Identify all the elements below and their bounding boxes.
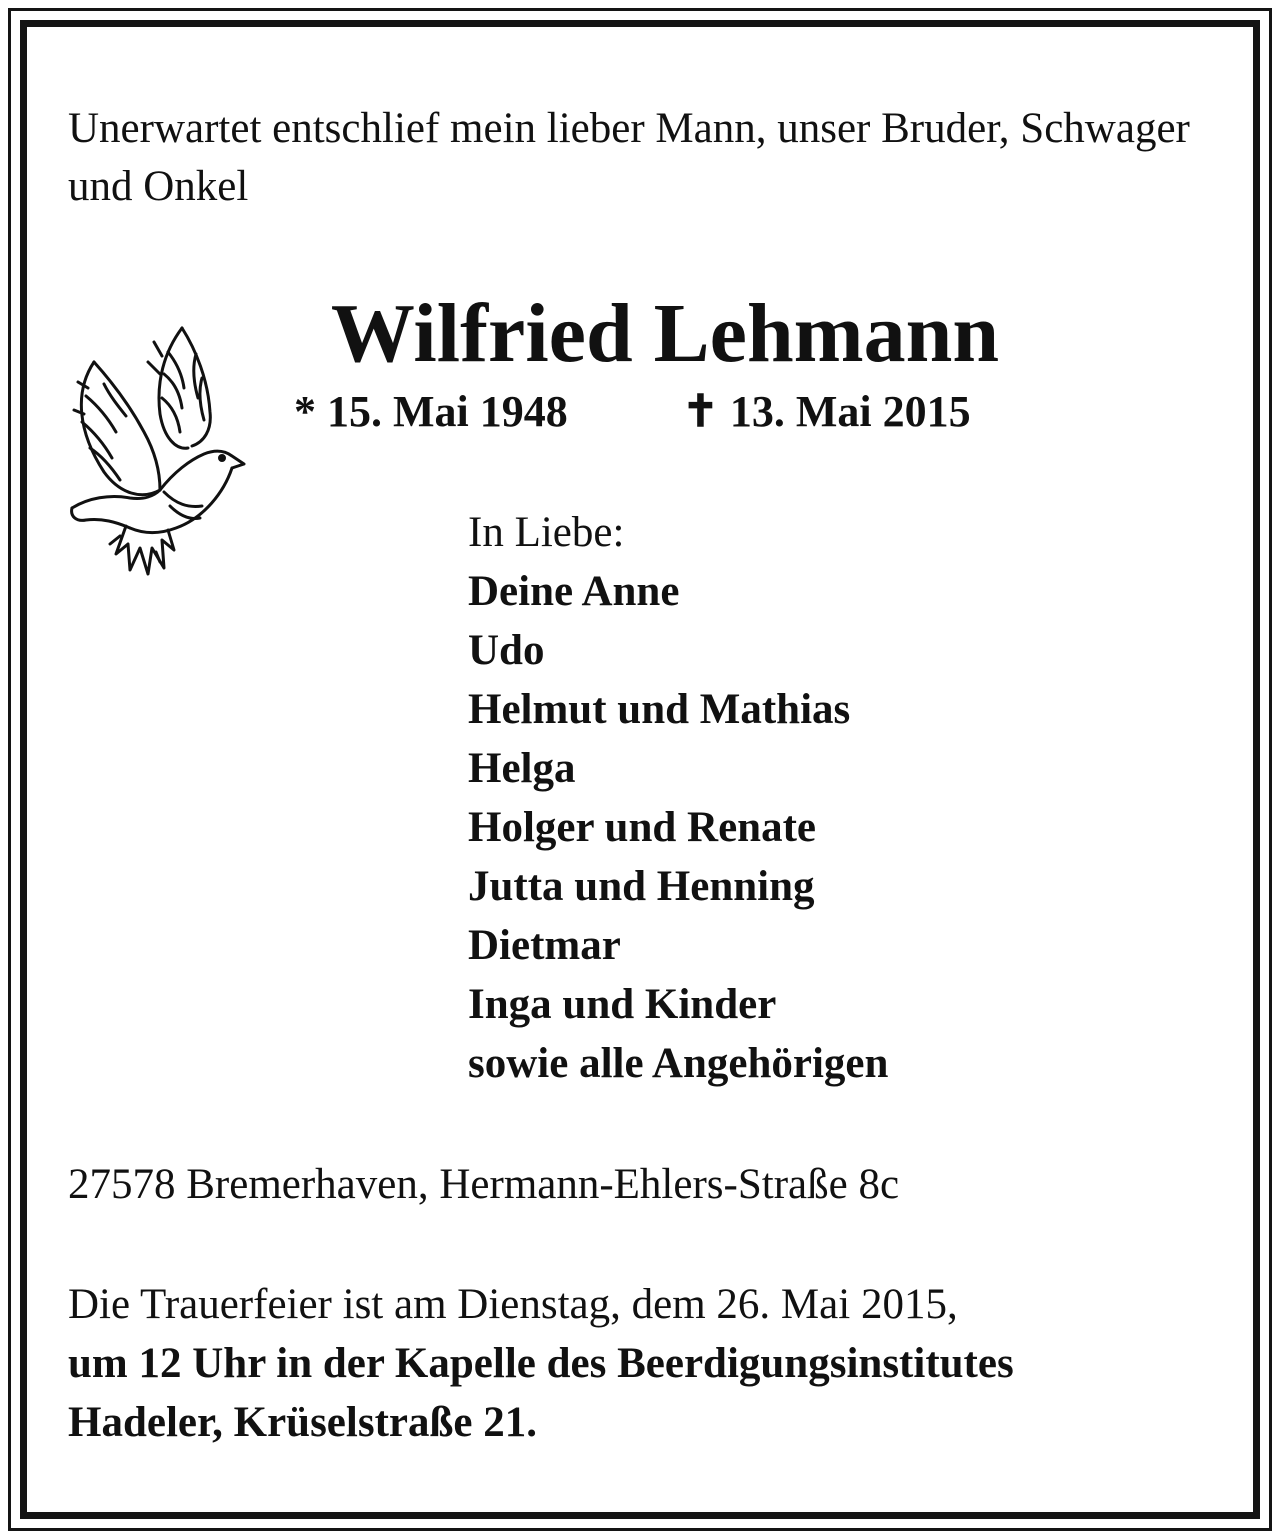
list-item: Dietmar (468, 922, 621, 969)
list-item: Udo (468, 627, 545, 674)
mourners-list (468, 562, 888, 1093)
list-item: Holger und Renate (468, 804, 816, 851)
list-item: Jutta und Henning (468, 863, 815, 910)
deceased-name: Wilfried Lehmann (330, 287, 1000, 380)
ceremony-line-2: um 12 Uhr in der Kapelle des Beerdigungsinstitutes (68, 1340, 1014, 1387)
ceremony-info (68, 1275, 1014, 1452)
list-item: Deine Anne (468, 568, 680, 615)
intro-text: Unerwartet entschlief mein lieber Mann, unser Bruder, Schwager und Onkel (68, 105, 1190, 210)
birth-date: * 15. Mai 1948 (294, 387, 568, 436)
list-item: Helga (468, 745, 576, 792)
ceremony-line-3: Hadeler, Krüselstraße 21. (68, 1399, 537, 1446)
address-line: 27578 Bremerhaven, Hermann-Ehlers-Straße 8c (68, 1161, 900, 1208)
list-item: Helmut und Mathias (468, 686, 851, 733)
ceremony-line-1: Die Trauerfeier ist am Dienstag, dem 26. Mai 2015, (68, 1281, 958, 1328)
list-item: Inga und Kinder (468, 981, 777, 1028)
list-item: sowie alle Angehörigen (468, 1040, 889, 1087)
mourners-label: In Liebe: (468, 509, 625, 556)
death-date: ✝ 13. Mai 2015 (682, 387, 971, 436)
